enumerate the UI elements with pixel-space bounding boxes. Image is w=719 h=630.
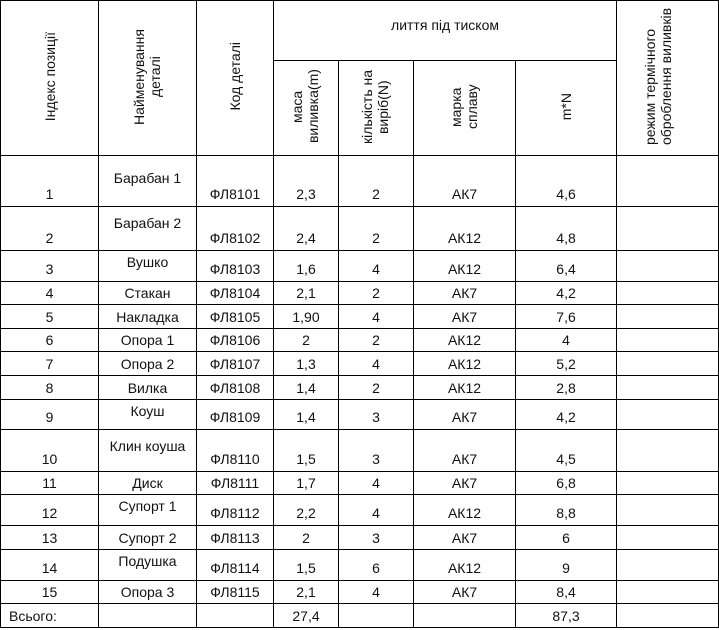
cell-alloy: АК12	[414, 251, 516, 282]
cell-alloy: АК7	[414, 526, 516, 550]
cell-name: Накладка	[99, 305, 197, 329]
cell-mass: 1,3	[274, 352, 339, 376]
cell-code: ФЛ8108	[197, 376, 274, 400]
cell-index: 13	[1, 526, 99, 550]
header-casting	[274, 1, 617, 61]
cell-mass: 1,90	[274, 305, 339, 329]
table-row	[1, 305, 719, 329]
cell-code: ФЛ8107	[197, 352, 274, 376]
total-row	[1, 604, 719, 628]
cell-mass: 1,5	[274, 550, 339, 581]
table-row	[1, 526, 719, 550]
cell-name: Коуш	[99, 400, 197, 430]
cell-mass: 2,2	[274, 495, 339, 526]
cell-alloy: АК7	[414, 305, 516, 329]
header-alloy-label: марка сплаву	[447, 84, 480, 129]
cell-index: 4	[1, 282, 99, 305]
cell-regime	[617, 156, 719, 207]
cell-index: 5	[1, 305, 99, 329]
cell-alloy: АК12	[414, 352, 516, 376]
total-label: Всього:	[1, 604, 99, 628]
cell-index: 10	[1, 430, 99, 472]
cell-name: Опора 2	[99, 352, 197, 376]
cell-name: Подушка	[99, 550, 197, 581]
header-regime	[617, 1, 719, 156]
table-row	[1, 550, 719, 581]
cell-regime	[617, 352, 719, 376]
cell-alloy: АК7	[414, 400, 516, 430]
cell-regime	[617, 472, 719, 495]
cell-regime	[617, 251, 719, 282]
cell-mn: 4,5	[516, 430, 617, 472]
cell-count: 2	[339, 329, 414, 352]
header-mass-label: маса виливка(m)	[289, 69, 321, 144]
cell-mass: 1,6	[274, 251, 339, 282]
cell-index: 2	[1, 207, 99, 251]
cell-mn: 5,2	[516, 352, 617, 376]
cell-name: Вушко	[99, 251, 197, 282]
cell-mn: 6,8	[516, 472, 617, 495]
cell-name	[99, 604, 197, 628]
cell-mass: 2,4	[274, 207, 339, 251]
header-count	[339, 61, 414, 156]
cell-code: ФЛ8101	[197, 156, 274, 207]
cell-name: Диск	[99, 472, 197, 495]
table-row	[1, 581, 719, 604]
cell-mass: 2,1	[274, 282, 339, 305]
cell-regime	[617, 282, 719, 305]
cell-index: 3	[1, 251, 99, 282]
cell-count: 2	[339, 376, 414, 400]
cell-code: ФЛ8115	[197, 581, 274, 604]
cell-count: 4	[339, 251, 414, 282]
cell-mn: 9	[516, 550, 617, 581]
cell-alloy: АК7	[414, 430, 516, 472]
cell-mn: 8,8	[516, 495, 617, 526]
cell-mn: 4,2	[516, 400, 617, 430]
cell-regime	[617, 495, 719, 526]
table-row	[1, 472, 719, 495]
cell-regime	[617, 430, 719, 472]
cell-count: 2	[339, 207, 414, 251]
cell-name: Вилка	[99, 376, 197, 400]
cell-index: 9	[1, 400, 99, 430]
cell-name: Стакан	[99, 282, 197, 305]
cell-alloy: АК12	[414, 550, 516, 581]
cell-mn: 4,8	[516, 207, 617, 251]
cell-mn: 6,4	[516, 251, 617, 282]
cell-mn: 6	[516, 526, 617, 550]
cell-index: 7	[1, 352, 99, 376]
cell-alloy: АК12	[414, 207, 516, 251]
cell-alloy: АК7	[414, 472, 516, 495]
cell-name: Клин коуша	[99, 430, 197, 472]
header-mn	[516, 61, 617, 156]
total-mass: 27,4	[274, 604, 339, 628]
header-mn-label: m*N	[558, 92, 575, 121]
header-alloy	[414, 61, 516, 156]
header-count-label: кількість на виріб(N)	[359, 69, 391, 144]
cell-code: ФЛ8106	[197, 329, 274, 352]
table-row	[1, 156, 719, 207]
cell-alloy: АК7	[414, 156, 516, 207]
cell-index: 8	[1, 376, 99, 400]
cell-count: 6	[339, 550, 414, 581]
cell-mn: 2,8	[516, 376, 617, 400]
cell-mn: 7,6	[516, 305, 617, 329]
cell-regime	[617, 329, 719, 352]
cell-name: Барабан 1	[99, 156, 197, 207]
cell-mass: 1,4	[274, 400, 339, 430]
cell-code: ФЛ8102	[197, 207, 274, 251]
header-mass	[274, 61, 339, 156]
header-name	[99, 1, 197, 156]
table-row	[1, 400, 719, 430]
header-index-label: Індекс позиції	[41, 31, 58, 122]
table-row	[1, 430, 719, 472]
header-code	[197, 1, 274, 156]
cell-name: Опора 1	[99, 329, 197, 352]
cell-mn: 4,6	[516, 156, 617, 207]
cell-count: 4	[339, 305, 414, 329]
cell-count: 4	[339, 472, 414, 495]
header-code-label: Код деталі	[227, 42, 243, 111]
cell-mass: 2,3	[274, 156, 339, 207]
cell-regime	[617, 581, 719, 604]
cell-code: ФЛ8112	[197, 495, 274, 526]
total-mn: 87,3	[516, 604, 617, 628]
cell-count: 3	[339, 400, 414, 430]
table-row	[1, 352, 719, 376]
header-regime-label: режим термічного оброблення виливків	[641, 7, 674, 145]
table-row	[1, 251, 719, 282]
cell-name: Опора 3	[99, 581, 197, 604]
cell-code: ФЛ8114	[197, 550, 274, 581]
cell-regime	[617, 550, 719, 581]
cell-alloy: АК12	[414, 495, 516, 526]
cell-count: 4	[339, 495, 414, 526]
cell-count: 3	[339, 430, 414, 472]
cell-name: Барабан 2	[99, 207, 197, 251]
cell-mass: 1,4	[274, 376, 339, 400]
cell-mass: 1,7	[274, 472, 339, 495]
cell-regime	[617, 400, 719, 430]
cell-index: 11	[1, 472, 99, 495]
cell-index: 14	[1, 550, 99, 581]
cell-count: 4	[339, 352, 414, 376]
cell-index: 15	[1, 581, 99, 604]
cell-alloy: АК12	[414, 376, 516, 400]
cell-alloy: АК7	[414, 581, 516, 604]
cell-count: 2	[339, 282, 414, 305]
cell-mn: 8,4	[516, 581, 617, 604]
header-casting-label: лиття під тиском	[391, 17, 499, 33]
cell-mass: 2	[274, 329, 339, 352]
cell-regime	[617, 376, 719, 400]
cell-alloy: АК7	[414, 282, 516, 305]
cell-index: 1	[1, 156, 99, 207]
table-row	[1, 207, 719, 251]
cell-count	[339, 604, 414, 628]
table-row	[1, 282, 719, 305]
cell-index: 6	[1, 329, 99, 352]
cell-regime	[617, 305, 719, 329]
cell-code: ФЛ8110	[197, 430, 274, 472]
cell-mass: 2	[274, 526, 339, 550]
cell-count: 3	[339, 526, 414, 550]
cell-code: ФЛ8103	[197, 251, 274, 282]
cell-code: ФЛ8113	[197, 526, 274, 550]
header-index	[1, 1, 99, 156]
cell-mn: 4,2	[516, 282, 617, 305]
cell-mass: 1,5	[274, 430, 339, 472]
cell-regime	[617, 604, 719, 628]
cell-name: Супорт 1	[99, 495, 197, 526]
cell-code	[197, 604, 274, 628]
cell-code: ФЛ8109	[197, 400, 274, 430]
header-name-label: Найменування деталі	[130, 28, 163, 125]
cell-index: 12	[1, 495, 99, 526]
cell-count: 2	[339, 156, 414, 207]
cell-regime	[617, 526, 719, 550]
table-row	[1, 329, 719, 352]
cell-name: Супорт 2	[99, 526, 197, 550]
cell-code: ФЛ8111	[197, 472, 274, 495]
cell-regime	[617, 207, 719, 251]
cell-code: ФЛ8105	[197, 305, 274, 329]
cell-count: 4	[339, 581, 414, 604]
table-row	[1, 376, 719, 400]
cell-mn: 4	[516, 329, 617, 352]
table-row	[1, 495, 719, 526]
cell-alloy	[414, 604, 516, 628]
cell-alloy: АК12	[414, 329, 516, 352]
cell-mass: 2,1	[274, 581, 339, 604]
cell-code: ФЛ8104	[197, 282, 274, 305]
